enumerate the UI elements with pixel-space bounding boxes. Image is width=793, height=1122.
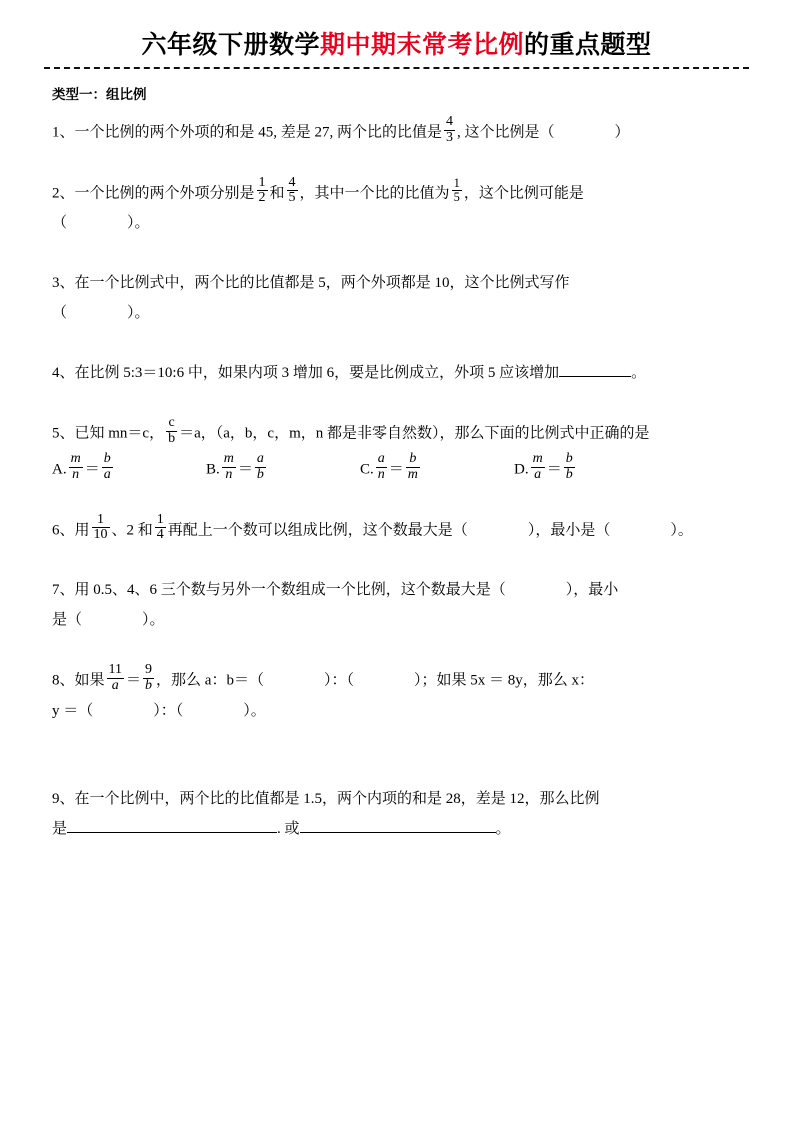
question-text: 在一个比例式中，两个比的比值都是 5，两个外项都是 10，这个比例式写作 bbox=[74, 275, 570, 292]
fraction-numerator: 11 bbox=[108, 662, 123, 678]
question-text: 如果 bbox=[74, 672, 105, 689]
question-line-2 bbox=[52, 298, 745, 328]
question-number: 9、 bbox=[52, 790, 75, 807]
choice-d[interactable] bbox=[514, 451, 634, 484]
answer-paren-close: ）。 bbox=[142, 612, 165, 629]
fraction bbox=[155, 513, 166, 543]
fraction-denominator: 2 bbox=[258, 190, 266, 206]
question-text: 在比例 5:3＝10:6 中，如果内项 3 增加 6，要是比例成立，外项 5 应该增加 bbox=[74, 365, 560, 382]
question-number: 3、 bbox=[52, 275, 75, 292]
fraction-denominator: n bbox=[225, 467, 233, 483]
fraction-numerator: b bbox=[406, 452, 420, 468]
question-line-2 bbox=[52, 814, 745, 844]
title-text-highlight: 期中期末常考比例 bbox=[319, 31, 524, 59]
question-text-end: ＝a，（a，b，c，m，n 都是非零自然数），那么下面的比例式中正确的是 bbox=[179, 425, 650, 442]
question-6 bbox=[52, 511, 749, 545]
question-text: 一个比例的两个外项分别是 bbox=[74, 185, 255, 202]
fraction bbox=[69, 452, 83, 482]
fraction-denominator: a bbox=[103, 467, 111, 483]
fraction-numerator: 4 bbox=[446, 114, 454, 130]
answer-paren-mid: ）：（ bbox=[153, 702, 184, 719]
question-line-1 bbox=[52, 414, 745, 448]
answer-paren-open: （ bbox=[52, 305, 68, 322]
choice-b[interactable] bbox=[206, 451, 326, 484]
question-number: 8、 bbox=[52, 672, 75, 689]
choice-a[interactable] bbox=[52, 451, 172, 484]
fraction-denominator: 5 bbox=[288, 190, 296, 206]
fraction bbox=[531, 452, 545, 482]
fraction bbox=[166, 416, 177, 446]
question-text-end: 。 bbox=[631, 365, 647, 382]
fraction bbox=[257, 176, 268, 206]
title-text-after: 的重点题型 bbox=[524, 31, 652, 59]
answer-paren-open: 是（ bbox=[52, 612, 83, 629]
question-8 bbox=[52, 662, 749, 725]
question-5 bbox=[52, 414, 749, 485]
fraction bbox=[255, 452, 266, 482]
answer-paren-open: y ＝（ bbox=[52, 702, 94, 719]
question-1 bbox=[52, 114, 749, 147]
question-number: 6、 bbox=[52, 522, 75, 539]
question-9 bbox=[52, 784, 749, 844]
fraction-numerator: 1 bbox=[156, 511, 164, 527]
question-line-1 bbox=[52, 784, 745, 814]
question-text-end: ） bbox=[614, 124, 630, 141]
fraction bbox=[143, 663, 154, 693]
question-text: 一个比例的两个外项的和是 45, 差是 27, 两个比的比值是 bbox=[74, 124, 443, 141]
fraction-numerator: a bbox=[377, 451, 385, 467]
fraction-numerator: 1 bbox=[92, 513, 110, 529]
question-number: 4、 bbox=[52, 365, 75, 382]
question-text-cont: 是 bbox=[52, 820, 68, 837]
question-number: 5、 bbox=[52, 425, 75, 442]
choice-label: A. bbox=[52, 461, 67, 478]
fraction-denominator: b bbox=[145, 677, 153, 693]
fraction-denominator: n bbox=[377, 467, 385, 483]
fraction-numerator: m bbox=[532, 451, 543, 467]
answer-paren-open: （ bbox=[52, 215, 68, 232]
question-7 bbox=[52, 575, 749, 635]
question-line-1 bbox=[52, 174, 745, 208]
choice-label: D. bbox=[514, 461, 529, 478]
fraction bbox=[107, 663, 124, 693]
fraction-denominator: 10 bbox=[93, 527, 108, 543]
question-text-cont-2: ，其中一个比的比值为 bbox=[299, 185, 450, 202]
question-text: 用 0.5、4、6 三个数与另外一个数组成一个比例，这个数最大是（ bbox=[74, 582, 506, 599]
fraction bbox=[222, 452, 236, 482]
fraction-denominator: m bbox=[407, 467, 418, 483]
question-line-2 bbox=[52, 696, 745, 726]
fraction-denominator: b bbox=[565, 467, 573, 483]
equals-sign: ＝ bbox=[546, 461, 562, 478]
fraction-denominator: a bbox=[534, 467, 542, 483]
section-heading: 类型一：组比例 bbox=[52, 87, 147, 103]
equals-sign: ＝ bbox=[388, 461, 404, 478]
fraction-numerator: 4 bbox=[288, 174, 296, 190]
fraction-numerator: a bbox=[256, 451, 264, 467]
choice-label: B. bbox=[206, 461, 220, 478]
question-text: 用 bbox=[74, 522, 90, 539]
question-text-end: ），最小 bbox=[565, 582, 619, 599]
question-text-cont: 、2 和 bbox=[111, 522, 153, 539]
answer-paren-close: ）。 bbox=[127, 305, 150, 322]
question-text-cont-2: ）：（ bbox=[323, 672, 354, 689]
fraction-numerator: m bbox=[223, 451, 234, 467]
fraction bbox=[92, 513, 110, 543]
question-text: 在一个比例中，两个比的比值都是 1.5，两个内项的和是 28，差是 12，那么比例 bbox=[74, 790, 600, 807]
question-2 bbox=[52, 174, 749, 238]
choice-c[interactable] bbox=[360, 451, 480, 484]
title-block bbox=[44, 30, 749, 69]
fraction-denominator: 4 bbox=[156, 527, 164, 543]
fraction-numerator: c bbox=[166, 416, 177, 432]
question-line-2 bbox=[52, 208, 745, 238]
answer-underline[interactable] bbox=[300, 817, 496, 833]
fraction-denominator: b bbox=[168, 430, 176, 446]
equals-sign: ＝ bbox=[237, 461, 253, 478]
page-title bbox=[44, 30, 749, 61]
fraction-denominator: 3 bbox=[446, 129, 454, 145]
question-text-cont-2: . 或 bbox=[277, 820, 300, 837]
fraction bbox=[564, 452, 575, 482]
fraction-denominator: a bbox=[111, 677, 119, 693]
fraction bbox=[444, 115, 455, 145]
choice-label: C. bbox=[360, 461, 374, 478]
question-4 bbox=[52, 358, 749, 388]
answer-underline[interactable] bbox=[67, 817, 277, 833]
title-text-before: 六年级下册数学 bbox=[141, 31, 320, 59]
question-number: 2、 bbox=[52, 185, 75, 202]
fraction bbox=[406, 452, 420, 482]
question-3 bbox=[52, 268, 749, 328]
fraction-numerator: 9 bbox=[145, 662, 153, 678]
question-number: 1、 bbox=[52, 124, 75, 141]
question-line-1 bbox=[52, 662, 745, 695]
question-number: 7、 bbox=[52, 582, 75, 599]
fraction-denominator: n bbox=[72, 467, 80, 483]
question-text-cont: ，那么 a：b＝（ bbox=[156, 672, 264, 689]
fraction bbox=[102, 452, 113, 482]
fraction bbox=[287, 176, 298, 206]
question-text-end: ）。 bbox=[670, 522, 693, 539]
choice-list bbox=[52, 451, 745, 484]
question-text-cont-2: 再配上一个数可以组成比例，这个数最大是（ bbox=[167, 522, 468, 539]
fraction-numerator: 1 bbox=[453, 175, 460, 190]
fraction-denominator: b bbox=[256, 467, 264, 483]
question-text-end: ，这个比例可能是 bbox=[463, 185, 584, 202]
fraction-numerator: m bbox=[70, 451, 81, 467]
question-text-end: 。 bbox=[495, 820, 511, 837]
equals-sign: ＝ bbox=[84, 461, 100, 478]
question-text-cont: , 这个比例是（ bbox=[457, 124, 555, 141]
question-text-cont: 和 bbox=[269, 185, 285, 202]
question-text: 已知 mn＝c， bbox=[74, 425, 165, 442]
equals-sign: ＝ bbox=[126, 672, 142, 689]
answer-paren-close: ）。 bbox=[243, 702, 266, 719]
answer-underline[interactable] bbox=[559, 361, 631, 377]
question-line-1 bbox=[52, 268, 745, 298]
question-text-cont-3: ），最小是（ bbox=[527, 522, 611, 539]
fraction bbox=[452, 177, 462, 204]
fraction-denominator: 5 bbox=[453, 189, 460, 204]
fraction-numerator: 1 bbox=[258, 174, 266, 190]
answer-paren-close: ）。 bbox=[127, 215, 150, 232]
question-text-end: ）；如果 5x ＝ 8y，那么 x： bbox=[413, 672, 594, 689]
question-line-1 bbox=[52, 575, 745, 605]
fraction-numerator: b bbox=[565, 451, 573, 467]
question-line-2 bbox=[52, 605, 745, 635]
fraction bbox=[376, 452, 387, 482]
fraction-numerator: b bbox=[103, 451, 111, 467]
